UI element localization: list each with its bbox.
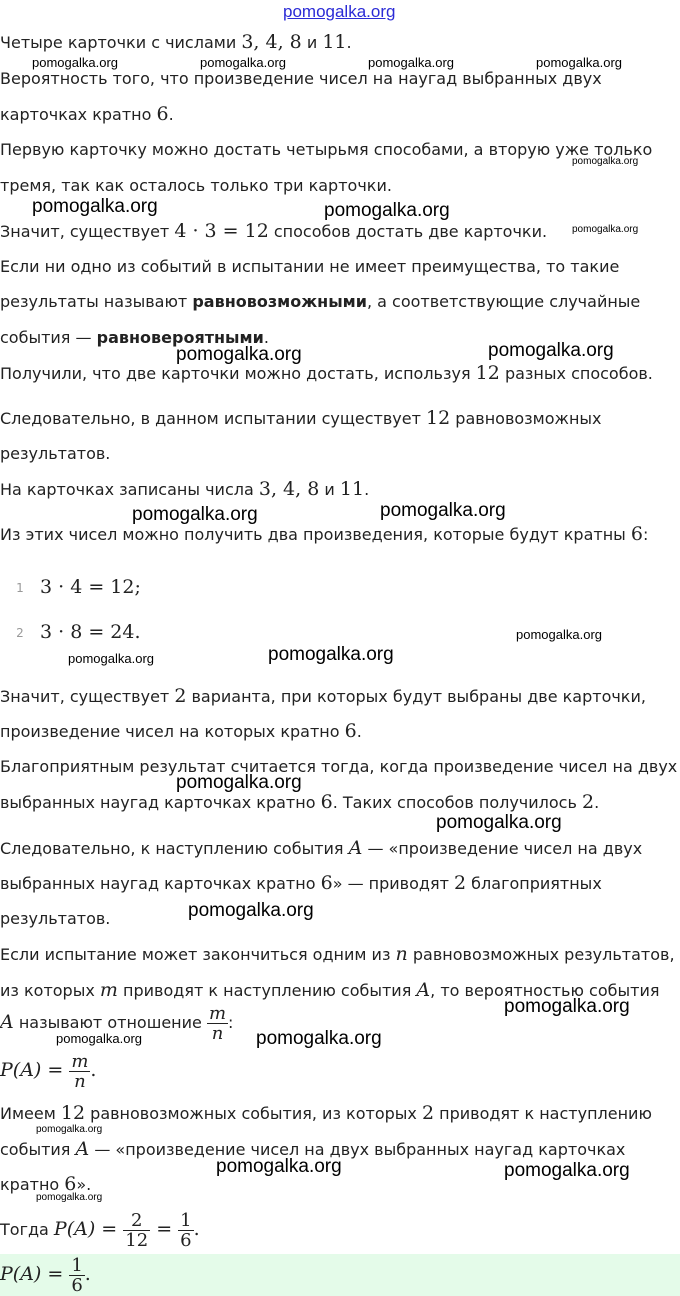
watermark: pomogalka.org bbox=[216, 1156, 342, 1177]
watermark: pomogalka.org bbox=[572, 156, 639, 167]
text-line: произведение чисел на которых кратно 6. bbox=[0, 720, 362, 742]
text-line: события — равновероятными. bbox=[0, 328, 269, 347]
fraction: $\frac{m}{n}$ bbox=[71, 1051, 89, 1092]
fraction: $\frac{1}{6}$ bbox=[180, 1210, 192, 1251]
text-line: карточках кратно 6. bbox=[0, 103, 174, 125]
text-line: Если ни одно из событий в испытании не имеет преимущества, то такие bbox=[0, 257, 620, 276]
watermark: pomogalka.org bbox=[256, 1028, 382, 1049]
watermark: pomogalka.org bbox=[132, 504, 258, 525]
watermark: pomogalka.org bbox=[32, 55, 118, 70]
text-line: Благоприятным результат считается тогда, когда произведение чисел на двух bbox=[0, 757, 678, 776]
text-line: Значит, существует 2 варианта, при которых будут выбраны две карточки, bbox=[0, 685, 646, 707]
fraction: $\frac{1}{6}$ bbox=[71, 1255, 83, 1296]
text-line: тремя, так как осталось только три карточки. bbox=[0, 176, 392, 195]
text-line: кратно 6». bbox=[0, 1173, 92, 1195]
list-number: 1 bbox=[16, 580, 24, 595]
watermark: pomogalka.org bbox=[504, 1160, 630, 1181]
formula-probability: P(A) = $\frac{m}{n}$ . bbox=[0, 1051, 97, 1092]
answer-highlight bbox=[0, 1254, 680, 1296]
watermark: pomogalka.org bbox=[516, 627, 602, 642]
watermark: pomogalka.org bbox=[380, 500, 506, 521]
watermark: pomogalka.org bbox=[324, 200, 450, 221]
watermark: pomogalka.org bbox=[536, 55, 622, 70]
watermark: pomogalka.org bbox=[176, 344, 302, 365]
text-line: Получили, что две карточки можно достать, используя 12 разных способов. bbox=[0, 362, 653, 384]
text-line: Следовательно, в данном испытании существует 12 равновозможных bbox=[0, 407, 602, 429]
text-line: Если испытание может закончиться одним из n равновозможных результатов, bbox=[0, 943, 675, 965]
watermark: pomogalka.org bbox=[68, 651, 154, 666]
text-line: Значит, существует 4 · 3 = 12 способов достать две карточки. bbox=[0, 220, 548, 242]
text-line: из которых m приводят к наступлению события A, то вероятностью события bbox=[0, 979, 660, 1001]
text-line: На карточках записаны числа 3, 4, 8 и 11. bbox=[0, 478, 370, 500]
watermark: pomogalka.org bbox=[56, 1031, 142, 1046]
watermark: pomogalka.org bbox=[36, 1192, 103, 1203]
watermark: pomogalka.org bbox=[36, 1124, 103, 1135]
list-item: 1 3 · 4 = 12; bbox=[0, 576, 141, 598]
text-line: Имеем 12 равновозможных события, из которых 2 приводят к наступлению bbox=[0, 1102, 652, 1124]
watermark: pomogalka.org bbox=[176, 772, 302, 793]
text-line: Из этих чисел можно получить два произведения, которые будут кратны 6: bbox=[0, 523, 649, 545]
text-line: Четыре карточки с числами 3, 4, 8 и 11. bbox=[0, 31, 352, 53]
watermark: pomogalka.org bbox=[200, 55, 286, 70]
watermark: pomogalka.org bbox=[488, 340, 614, 361]
text-line: A называют отношение $\frac{m}{n}$ : bbox=[0, 1003, 234, 1044]
text-line: Первую карточку можно достать четырьмя способами, а вторую уже только bbox=[0, 140, 653, 159]
watermark-top-link[interactable]: pomogalka.org bbox=[283, 2, 396, 21]
text-line: события A — «произведение чисел на двух выбранных наугад карточках bbox=[0, 1138, 626, 1160]
watermark: pomogalka.org bbox=[188, 900, 314, 921]
text-line: выбранных наугад карточках кратно 6. Таких способов получилось 2. bbox=[0, 791, 600, 813]
watermark: pomogalka.org bbox=[436, 812, 562, 833]
watermark: pomogalka.org bbox=[368, 55, 454, 70]
fraction: $\frac{m}{n}$ bbox=[208, 1003, 227, 1044]
watermark: pomogalka.org bbox=[32, 196, 158, 217]
text-line: результаты называют равновозможными, а соответствующие случайные bbox=[0, 292, 641, 311]
fraction: $\frac{2}{12}$ bbox=[125, 1210, 149, 1251]
text-line: результатов. bbox=[0, 444, 111, 463]
watermark: pomogalka.org bbox=[504, 996, 630, 1017]
watermark: pomogalka.org bbox=[268, 644, 394, 665]
watermark: pomogalka.org bbox=[572, 224, 639, 235]
text-line: Следовательно, к наступлению события A — «произведение чисел на двух bbox=[0, 837, 643, 859]
text-line: выбранных наугад карточках кратно 6» — приводят 2 благоприятных bbox=[0, 872, 602, 894]
list-number: 2 bbox=[16, 625, 24, 640]
answer-formula: P(A) = $\frac{1}{6}$ . bbox=[0, 1255, 91, 1296]
formula-result-calc: Тогда P(A) = $\frac{2}{12}$ = $\frac{1}{6}$ . bbox=[0, 1210, 200, 1251]
list-item: 2 3 · 8 = 24. bbox=[0, 621, 141, 643]
text-line: результатов. bbox=[0, 909, 111, 928]
text-line: Вероятность того, что произведение чисел на наугад выбранных двух bbox=[0, 69, 602, 88]
